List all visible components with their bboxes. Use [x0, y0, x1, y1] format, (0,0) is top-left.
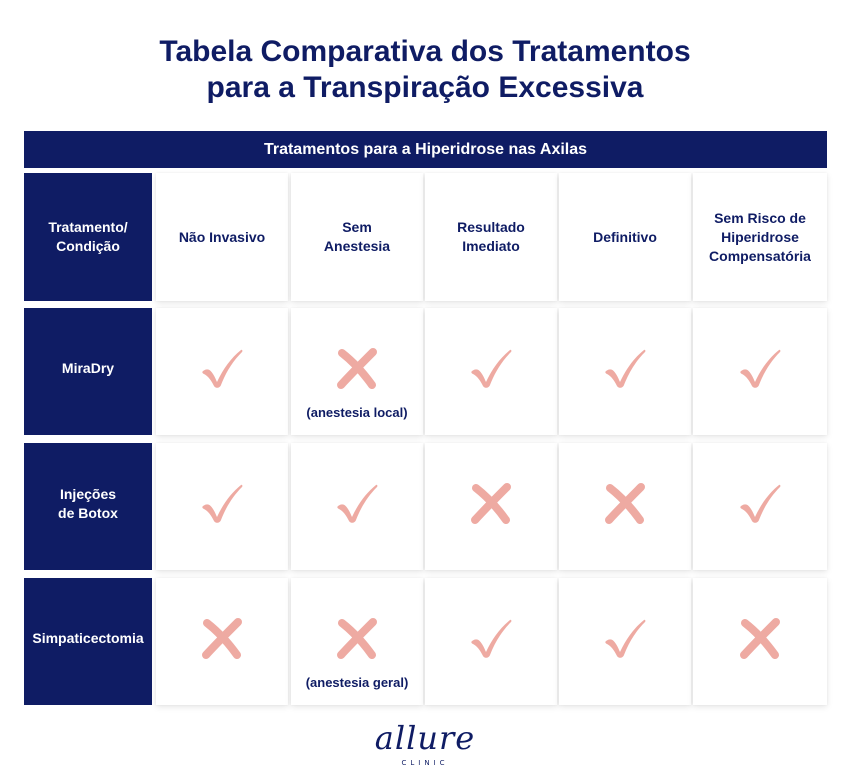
table-cell — [425, 308, 557, 435]
corner-header — [24, 173, 152, 301]
title-line-2: para a Transpiração Excessiva — [206, 71, 644, 104]
check-icon — [200, 482, 244, 526]
row-header — [24, 578, 152, 705]
cross-icon — [469, 482, 513, 526]
cross-icon — [335, 617, 379, 661]
column-header-line: Hiperidrose — [721, 228, 799, 245]
check-icon — [200, 347, 244, 391]
column-header-line: Sem Risco de — [714, 209, 806, 226]
column-header-line: Imediato — [462, 238, 520, 254]
column-header-line: Não Invasivo — [178, 228, 266, 245]
table-cell — [425, 443, 557, 570]
column-header-line: Resultado — [457, 219, 525, 235]
column-header — [559, 173, 691, 301]
table-cell — [559, 578, 691, 705]
table-cell — [291, 308, 423, 435]
table-cell — [291, 578, 423, 705]
table-cell — [693, 308, 827, 435]
row-header — [24, 308, 152, 435]
column-header-line: Definitivo — [593, 228, 657, 245]
column-header-line: Sem — [342, 219, 372, 235]
row-header-line: Simpaticectomia — [32, 630, 144, 646]
corner-header-line: Tratamento/ — [48, 219, 128, 235]
check-icon — [738, 347, 782, 391]
corner-header-line: Condição — [56, 238, 120, 254]
table-cell — [559, 443, 691, 570]
cross-icon — [200, 617, 244, 661]
column-header — [425, 173, 557, 301]
check-icon — [738, 482, 782, 526]
table-cell — [693, 443, 827, 570]
logo-subtitle: CLINIC — [401, 759, 449, 767]
column-header — [291, 173, 423, 301]
column-header — [693, 173, 827, 301]
title-line-1: Tabela Comparativa dos Tratamentos — [159, 35, 691, 68]
row-header-line: MiraDry — [61, 360, 115, 376]
table-cell — [693, 578, 827, 705]
column-header-line: Anestesia — [323, 238, 391, 254]
cross-icon — [335, 347, 379, 391]
cross-icon — [738, 617, 782, 661]
row-header-line: Injeções — [59, 485, 117, 502]
check-icon — [469, 347, 513, 391]
table-cell — [156, 578, 288, 705]
table-cell — [559, 308, 691, 435]
table-cell — [425, 578, 557, 705]
table-banner: Tratamentos para a Hiperidrose nas Axilas — [24, 131, 827, 168]
check-icon — [335, 482, 379, 526]
cell-note: (anestesia geral) — [305, 675, 409, 690]
logo-wordmark: allure — [374, 719, 476, 757]
table-cell — [156, 443, 288, 570]
check-icon — [603, 617, 647, 661]
row-header — [24, 443, 152, 570]
allure-logo — [0, 720, 850, 767]
check-icon — [469, 617, 513, 661]
column-header — [156, 173, 288, 301]
cell-note: (anestesia local) — [306, 405, 408, 420]
column-header-line: Compensatória — [709, 247, 811, 264]
table-cell — [291, 443, 423, 570]
page-title — [0, 34, 850, 106]
row-header-line: de Botox — [58, 504, 118, 521]
cross-icon — [603, 482, 647, 526]
check-icon — [603, 347, 647, 391]
table-cell — [156, 308, 288, 435]
